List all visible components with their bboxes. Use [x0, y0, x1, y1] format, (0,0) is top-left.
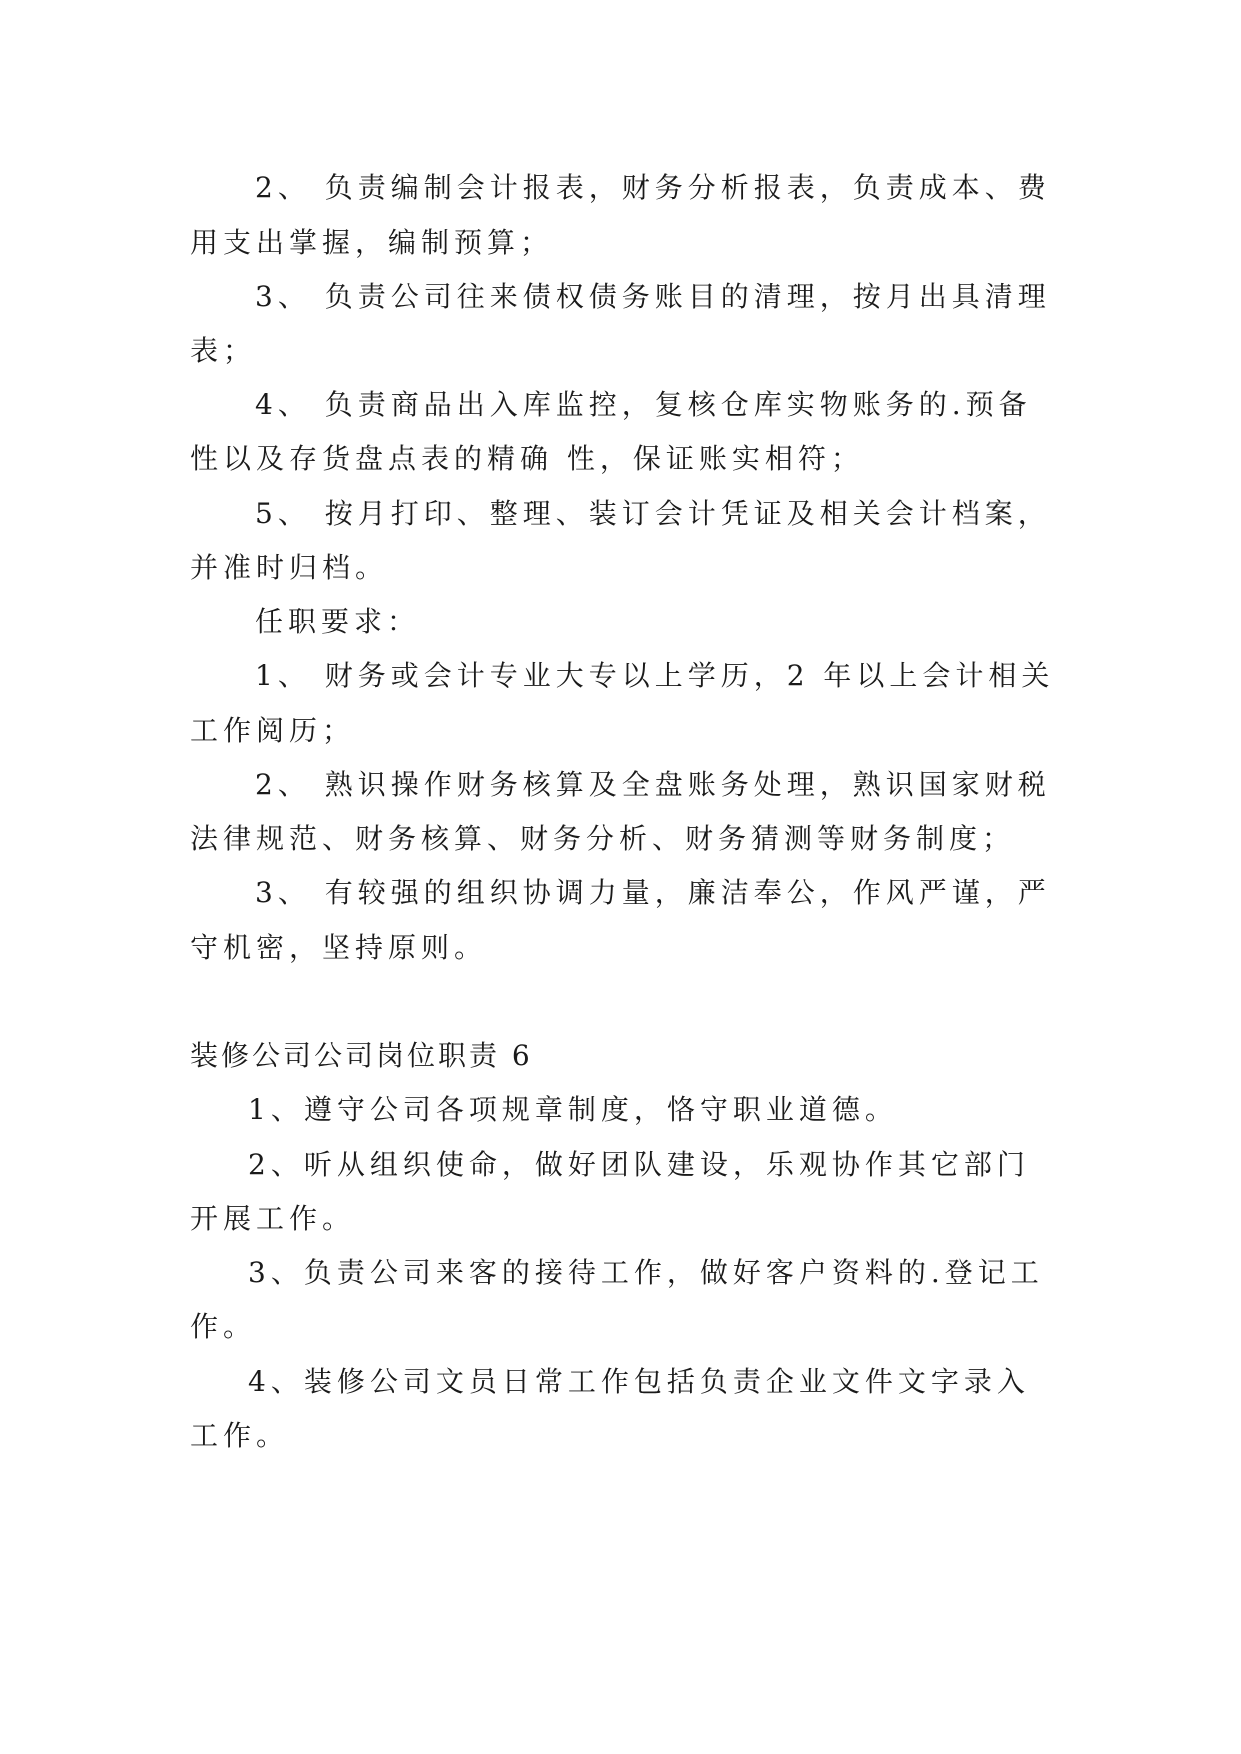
duty-3-line-1: 3、 负责公司往来债权债务账目的清理，按月出具清理 — [255, 280, 1051, 313]
requirements-label: 任职要求： — [255, 605, 421, 638]
requirement-3-line-2: 守机密，坚持原则。 — [190, 931, 488, 964]
duty-2-line-2: 用支出掌握，编制预算； — [190, 226, 554, 259]
requirement-2-line-2: 法律规范、财务核算、财务分析、财务猜测等财务制度； — [190, 822, 1016, 855]
section-6-item-3-line-1: 3、负责公司来客的接待工作，做好客户资料的.登记工 — [248, 1256, 1044, 1289]
duty-3-line-2: 表； — [190, 334, 257, 367]
section-6-item-1: 1、遵守公司各项规章制度，恪守职业道德。 — [248, 1093, 898, 1126]
duty-4-line-2: 性以及存货盘点表的精确 性，保证账实相符； — [190, 442, 864, 475]
requirement-2-line-1: 2、 熟识操作财务核算及全盘账务处理，熟识国家财税 — [255, 768, 1051, 801]
requirement-1-line-1: 1、 财务或会计专业大专以上学历，2 年以上会计相关 — [255, 659, 1055, 692]
duty-4-line-1: 4、 负责商品出入库监控，复核仓库实物账务的.预备 — [255, 388, 1032, 421]
requirement-3-line-1: 3、 有较强的组织协调力量，廉洁奉公，作风严谨，严 — [255, 876, 1051, 909]
requirement-1-line-2: 工作阅历； — [190, 714, 356, 747]
section-6-item-2-line-2: 开展工作。 — [190, 1202, 356, 1235]
duty-5-line-1: 5、 按月打印、整理、装订会计凭证及相关会计档案， — [255, 497, 1051, 530]
section-6-title: 装修公司公司岗位职责 6 — [190, 1039, 533, 1072]
section-6-item-2-line-1: 2、听从组织使命，做好团队建设，乐观协作其它部门 — [248, 1148, 1030, 1181]
section-6-item-4-line-1: 4、装修公司文员日常工作包括负责企业文件文字录入 — [248, 1365, 1030, 1398]
duty-5-line-2: 并准时归档。 — [190, 551, 389, 584]
duty-2-line-1: 2、 负责编制会计报表，财务分析报表，负责成本、费 — [255, 171, 1051, 204]
section-6-item-3-line-2: 作。 — [190, 1310, 257, 1343]
section-6-item-4-line-2: 工作。 — [190, 1419, 290, 1452]
